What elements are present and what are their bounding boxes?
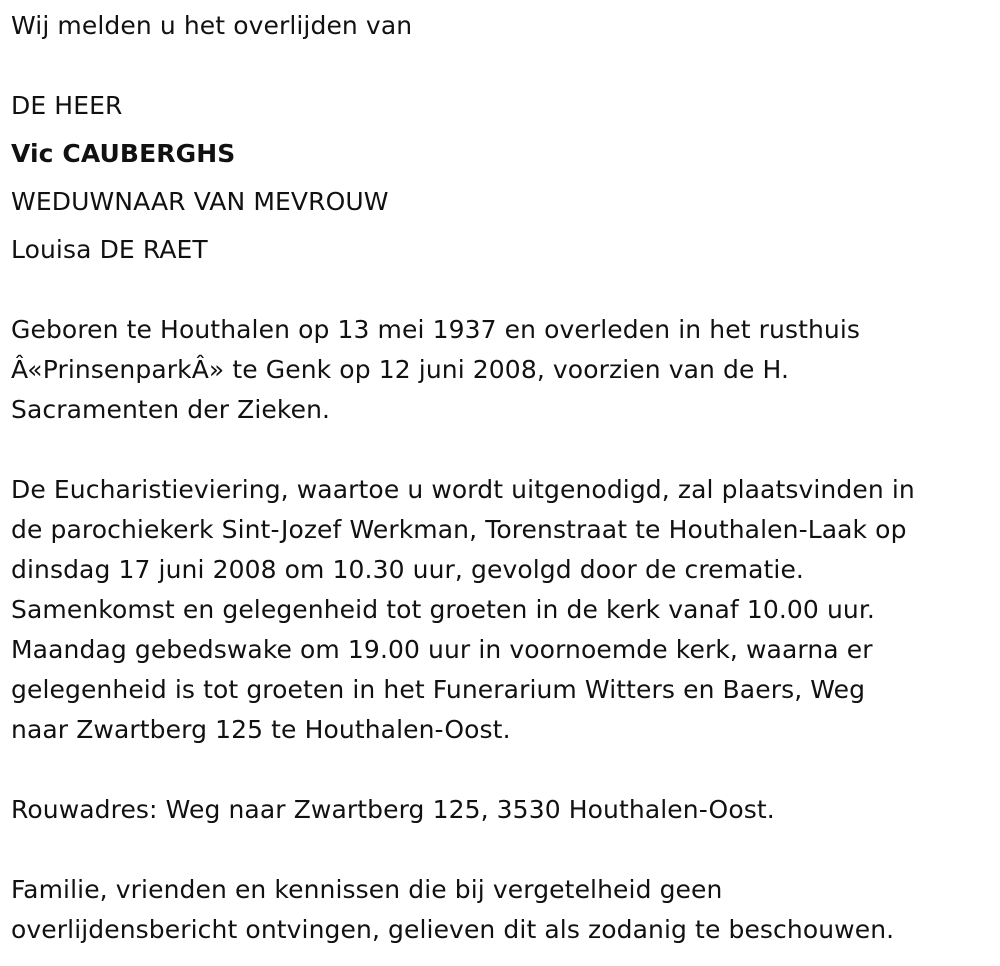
title-prefix: DE HEER [11,91,123,120]
birth-line-3: Sacramenten der Zieken. [11,395,331,424]
ceremony-line-3: dinsdag 17 juni 2008 om 10.30 uur, gevolgd door de crematie. [11,555,804,584]
relation-text: WEDUWNAAR VAN MEVROUW [11,187,389,216]
birth-line-1: Geboren te Houthalen op 13 mei 1937 en overleden in het rusthuis [11,315,861,344]
mourning-address: Rouwadres: Weg naar Zwartberg 125, 3530 Houthalen-Oost. [11,795,775,824]
ceremony-line-6: gelegenheid is tot groeten in het Funerarium Witters en Baers, Weg [11,675,866,704]
spouse-name: Louisa DE RAET [11,235,208,264]
birth-line-2: Â«PrinsenparkÂ» te Genk op 12 juni 2008, voorzien van de H. [11,355,790,384]
closing-line-1: Familie, vrienden en kennissen die bij vergetelheid geen [11,875,723,904]
ceremony-line-4: Samenkomst en gelegenheid tot groeten in de kerk vanaf 10.00 uur. [11,595,875,624]
closing-line-2: overlijdensbericht ontvingen, gelieven dit als zodanig te beschouwen. [11,915,895,944]
ceremony-line-2: de parochiekerk Sint-Jozef Werkman, Torenstraat te Houthalen-Laak op [11,515,907,544]
ceremony-line-1: De Eucharistieviering, waartoe u wordt uitgenodigd, zal plaatsvinden in [11,475,915,504]
ceremony-line-7: naar Zwartberg 125 te Houthalen-Oost. [11,715,511,744]
intro-text: Wij melden u het overlijden van [11,11,413,40]
ceremony-line-5: Maandag gebedswake om 19.00 uur in voornoemde kerk, waarna er [11,635,873,664]
deceased-name: Vic CAUBERGHS [11,139,236,168]
